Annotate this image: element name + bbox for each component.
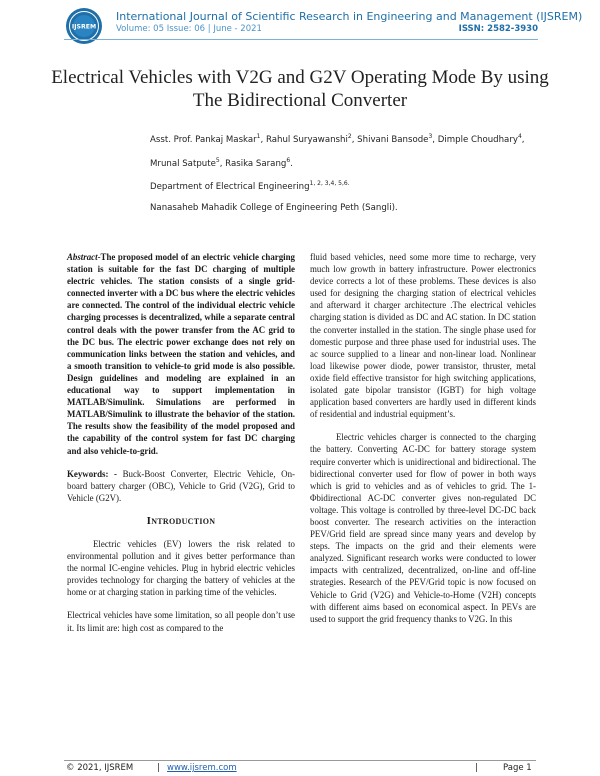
abstract — [67, 251, 295, 457]
author-name: Asst. Prof. Pankaj Maskar — [150, 134, 257, 145]
footer-copyright: © 2021, IJSREM — [66, 763, 134, 773]
author-name: , Rahul Suryawanshi — [260, 134, 348, 145]
intro-heading-rest: NTRODUCTION — [151, 516, 216, 526]
journal-header — [0, 0, 600, 50]
author-name: , — [521, 134, 525, 145]
journal-title: International Journal of Scientific Research in Engineering and Management (IJSREM) — [116, 10, 583, 23]
author-name: , Shivani Bansode — [351, 134, 429, 145]
department: Department of Electrical Engineering — [150, 181, 310, 192]
authors-line-2 — [150, 157, 293, 169]
keywords-label: Keywords: - — [67, 468, 117, 479]
keywords — [67, 468, 295, 504]
logo-seal-icon — [64, 6, 104, 46]
website-link[interactable]: www.ijsrem.com — [167, 763, 237, 773]
author-name: , Dimple Choudhary — [432, 134, 518, 145]
footer-website[interactable] — [167, 763, 237, 773]
author-name: Mrunal Satpute — [150, 158, 216, 169]
author-sup: 6 — [286, 157, 291, 164]
footer-separator: | — [157, 763, 160, 773]
college-line — [150, 203, 398, 213]
page-number: Page 1 — [503, 763, 532, 773]
intro-paragraph-1: Electric vehicles (EV) lowers the risk related to environmental pollution and it gives better performance than the normal IC-engine vehicles. Plug in hybrid electric vehicles provides technology for charging the battery of vehicles at the home or at charging station in parking time of the vehicles. — [67, 538, 295, 598]
issn: ISSN: 2582-3930 — [458, 24, 538, 34]
abstract-text: The proposed model of an electric vehicle charging station is suitable for the fast DC charging of multiple electric vehicles. The station consists of a single grid-connected inverter with a DC bus where the electric vehicles are connected. The control of the individual electric vehicle charging processes is decentralized, while a separate central control deals with the power transfer from the AC grid to the DC bus. The electric power exchange does not rely on communication links between the station and vehicles, and a smooth transition to vehicle-to grid mode is also possible. Design guidelines and modeling are explained in an educational way to support implementation in MATLAB/Simulink. Simulations are performed in MATLAB/Simulink to illustrate the behavior of the station. The results show the feasibility of the model proposed and the capability of the control system for fast DC charging and also vehicle-to-grid. — [67, 252, 295, 456]
abstract-label: Abstract- — [67, 252, 101, 262]
keywords-text: Buck-Boost Converter, Electric Vehicle, On- board battery charger (OBC), Vehicle to Grid (V2G), Grid to Vehicle (G2V). — [67, 468, 295, 503]
author-sup: 5 — [215, 157, 220, 164]
authors-line-1 — [150, 133, 525, 145]
journal-logo — [64, 6, 104, 46]
author-name: . — [290, 158, 293, 169]
intro-paragraph-2: Electrical vehicles have some limitation, so all people don’t use it. Its limit are: high cost as compared to the — [67, 610, 295, 633]
section-heading-introduction — [67, 515, 295, 528]
footer-separator: | — [475, 763, 478, 773]
logo-text: IJSREM — [71, 23, 97, 31]
right-column — [310, 251, 536, 625]
department-sup: 1, 2, 3,4, 5,6. — [309, 180, 350, 187]
paper-title: Electrical Vehicles with V2G and G2V Operating Mode By using The Bidirectional Converter — [51, 67, 549, 111]
footer-rule — [64, 760, 536, 761]
body-paragraph-2: Electric vehicles charger is connected to the charging the battery. Converting AC-DC for battery storage system require converter which is unidirectional and bidirectional. The bidirectional converter used for flow of power in both ways which is grid to vehicles and as of vehicles to grid. The 1- Φbidirectional AC-DC converter gives non-regulated DC voltage. This voltage is controlled by three-level DC-DC back boost converter. The research activities on the interaction PEV/Grid field are spread since many years and develop by steps. The impacts on the grid and their elements were analyzed. Significant research works were conducted to lower impacts with centralized, decentralized, on-line and off-line strategies. Research of the PEV/Grid topic is now focused on Vehicle to Grid (V2G) and Vehicle-to-Home (V2H) concepts with different aims based on economical aspect. In PEVs are used to support the grid frequency thanks to V2G. In this — [310, 432, 536, 624]
department-line — [150, 180, 350, 192]
college: Nanasaheb Mahadik College of Engineering Peth (Sangli). — [150, 203, 398, 213]
author-sup: 1 — [256, 133, 261, 140]
left-column — [67, 251, 295, 634]
header-rule — [64, 39, 538, 40]
body-paragraph-1: fluid based vehicles, need some more time to recharge, very much low growth in battery infrastructure. Power electronics device corrects a lot of these problems. These devices is also used for designing the charging station of electrical vehicles and afterward it charger architecture .The electrical vehicles charging station is divided as DC and AC station. In DC station the converter installed in the station. The single phase used for domestic purpose and three phase used for industrial uses. The ac source supplied to a linear and non-linear load. Nonlinear load likewise power diode, power transistor, thruster, metal oxide field effective transistor for high switching applications, isolated gate bipolar transistor (IGBT) for high voltage application based converters are hardly used in different kinds of residential and industrial equipment’s. — [310, 252, 536, 420]
author-name: , Rasika Sarang — [219, 158, 287, 169]
author-sup: 4 — [517, 133, 522, 140]
intro-heading-initial: I — [146, 514, 152, 527]
author-sup: 3 — [428, 133, 433, 140]
volume-info: Volume: 05 Issue: 06 | June - 2021 — [116, 24, 262, 34]
author-sup: 2 — [347, 133, 352, 140]
